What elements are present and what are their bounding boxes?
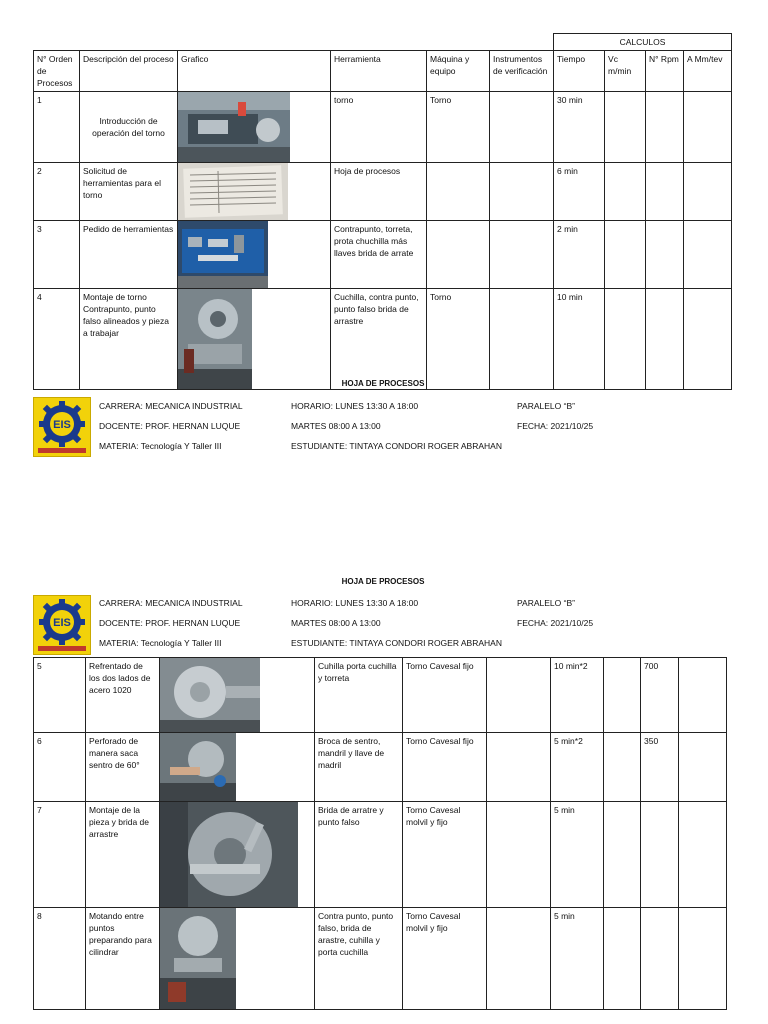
- institution-logo: [33, 397, 91, 457]
- paralelo-label: PARALELO “B”: [517, 598, 575, 608]
- cell-vc: [604, 908, 641, 1010]
- materia-label: MATERIA: Tecnología Y Taller III: [99, 638, 222, 648]
- martes-label: MARTES 08:00 A 13:00: [291, 421, 381, 431]
- gear-logo-icon: [34, 596, 90, 654]
- cell-maquina: Torno Cavesal fijo: [403, 733, 487, 802]
- table-row: [34, 908, 727, 1010]
- fecha-label: FECHA: 2021/10/25: [517, 618, 594, 628]
- col-header-grafico: Grafico: [178, 51, 331, 92]
- cell-vc: [604, 733, 641, 802]
- cell-descripcion: Montaje de torno Contrapunto, punto falso alineados y pieza a trabajar: [80, 289, 178, 390]
- cell-rpm: [646, 221, 684, 289]
- cell-grafico: [160, 908, 315, 1010]
- table-row: [34, 163, 732, 221]
- drilling-photo: [160, 733, 236, 801]
- cell-rpm: [646, 289, 684, 390]
- cell-descripcion: Perforado de manera saca sentro de 60°: [86, 733, 160, 802]
- cell-descripcion: Refrentado de los dos lados de acero 1020: [86, 658, 160, 733]
- cell-descripcion: Montaje de la pieza y brida de arrastre: [86, 802, 160, 908]
- institution-logo: [33, 595, 91, 655]
- docente-label: DOCENTE: PROF. HERNAN LUQUE: [99, 618, 241, 628]
- cell-a: [679, 658, 727, 733]
- cell-descripcion: Pedido de herramientas: [80, 221, 178, 289]
- gear-logo-icon: [34, 398, 90, 456]
- lathe-machine-photo: [178, 92, 290, 162]
- docente-label: DOCENTE: PROF. HERNAN LUQUE: [99, 421, 241, 431]
- cell-tiempo: 2 min: [554, 221, 605, 289]
- cell-rpm: [641, 908, 679, 1010]
- col-header-herramienta: Herramienta: [331, 51, 427, 92]
- cell-grafico: [178, 289, 331, 390]
- cell-maquina: Torno Cavesal fijo: [403, 658, 487, 733]
- cell-orden: 3: [34, 221, 80, 289]
- table-row: [34, 289, 732, 390]
- cell-descripcion: Motando entre puntos preparando para cilindrar: [86, 908, 160, 1010]
- cell-herramienta: Contra punto, punto falso, brida de arastre, cuhilla y porta cuchilla: [315, 908, 403, 1010]
- cell-tiempo: 10 min: [554, 289, 605, 390]
- cell-instrumentos: [490, 289, 554, 390]
- paralelo-label: PARALELO “B”: [517, 401, 575, 411]
- cell-descripcion: Introducción de operación del torno: [80, 92, 178, 163]
- calculos-header: CALCULOS: [554, 34, 732, 51]
- cell-maquina: [427, 221, 490, 289]
- cell-vc: [604, 802, 641, 908]
- cell-herramienta: Cuchilla, contra punto, punto falso brida de arrastre: [331, 289, 427, 390]
- cell-maquina: Torno: [427, 289, 490, 390]
- cell-herramienta: torno: [331, 92, 427, 163]
- table-row: [34, 733, 727, 802]
- col-header-descripcion: Descripción del proceso: [80, 51, 178, 92]
- cell-descripcion: Solicitud de herramientas para el torno: [80, 163, 178, 221]
- horario-label: HORARIO: LUNES 13:30 A 18:00: [291, 401, 419, 411]
- cell-herramienta: Contrapunto, torreta, prota chuchilla más llaves brida de arrate: [331, 221, 427, 289]
- cell-herramienta: Cuhilla porta cuchilla y torreta: [315, 658, 403, 733]
- cell-orden: 5: [34, 658, 86, 733]
- horario-label: HORARIO: LUNES 13:30 A 18:00: [291, 598, 419, 608]
- process-table-1: [33, 33, 732, 390]
- cell-tiempo: 6 min: [554, 163, 605, 221]
- facing-operation-photo: [160, 658, 260, 732]
- cell-a: [684, 289, 732, 390]
- between-centers-photo: [160, 908, 236, 1009]
- cell-herramienta: Broca de sentro, mandril y llave de madril: [315, 733, 403, 802]
- cell-rpm: [646, 92, 684, 163]
- table-row: [34, 221, 732, 289]
- svg-text:EIS: EIS: [53, 617, 71, 629]
- sheet-title: HOJA DE PROCESOS: [341, 577, 425, 586]
- cell-a: [684, 92, 732, 163]
- martes-label: MARTES 08:00 A 13:00: [291, 618, 381, 628]
- svg-text:EIS: EIS: [53, 419, 71, 431]
- cell-vc: [605, 289, 646, 390]
- table-row: [34, 802, 727, 908]
- carrera-label: CARRERA: MECANICA INDUSTRIAL: [99, 401, 243, 411]
- cell-orden: 8: [34, 908, 86, 1010]
- cell-maquina: Torno Cavesal molvil y fijo: [403, 908, 487, 1010]
- process-sheet-photo: [178, 163, 288, 220]
- col-header-orden: N° Orden de Procesos: [34, 51, 80, 92]
- cell-a: [679, 733, 727, 802]
- cell-instrumentos: [490, 92, 554, 163]
- cell-tiempo: 5 min*2: [551, 733, 604, 802]
- cell-vc: [605, 221, 646, 289]
- cell-orden: 7: [34, 802, 86, 908]
- sheet-title: HOJA DE PROCESOS: [341, 379, 425, 388]
- col-header-maquina: Máquina y equipo: [427, 51, 490, 92]
- cell-vc: [604, 658, 641, 733]
- cell-rpm: [641, 802, 679, 908]
- cell-maquina: Torno: [427, 92, 490, 163]
- cell-orden: 4: [34, 289, 80, 390]
- col-header-tiempo: Tiempo: [554, 51, 605, 92]
- cell-a: [679, 802, 727, 908]
- cell-herramienta: Hoja de procesos: [331, 163, 427, 221]
- cell-tiempo: 30 min: [554, 92, 605, 163]
- cell-herramienta: Brida de arratre y punto falso: [315, 802, 403, 908]
- cell-orden: 1: [34, 92, 80, 163]
- fecha-label: FECHA: 2021/10/25: [517, 421, 594, 431]
- table-row: [34, 92, 732, 163]
- estudiante-label: ESTUDIANTE: TINTAYA CONDORI ROGER ABRAHAN: [291, 638, 502, 648]
- cell-grafico: [178, 221, 331, 289]
- cell-instrumentos: [490, 163, 554, 221]
- cell-instrumentos: [487, 802, 551, 908]
- cell-maquina: [427, 163, 490, 221]
- cell-maquina: Torno Cavesal molvil y fijo: [403, 802, 487, 908]
- process-table-2: [33, 657, 727, 1010]
- cell-instrumentos: [487, 733, 551, 802]
- cell-rpm: 700: [641, 658, 679, 733]
- cell-instrumentos: [490, 221, 554, 289]
- cell-vc: [605, 163, 646, 221]
- chuck-mounting-photo: [160, 802, 298, 907]
- cell-tiempo: 5 min: [551, 908, 604, 1010]
- cell-a: [679, 908, 727, 1010]
- materia-label: MATERIA: Tecnología Y Taller III: [99, 441, 222, 451]
- cell-tiempo: 10 min*2: [551, 658, 604, 733]
- cell-rpm: 350: [641, 733, 679, 802]
- cell-grafico: [160, 733, 315, 802]
- cell-grafico: [178, 163, 331, 221]
- cell-orden: 6: [34, 733, 86, 802]
- cell-tiempo: 5 min: [551, 802, 604, 908]
- col-header-instrumentos: Instrumentos de verificación: [490, 51, 554, 92]
- cell-a: [684, 221, 732, 289]
- col-header-vc: Vc m/min: [605, 51, 646, 92]
- cell-vc: [605, 92, 646, 163]
- cell-a: [684, 163, 732, 221]
- estudiante-label: ESTUDIANTE: TINTAYA CONDORI ROGER ABRAHAN: [291, 441, 502, 451]
- tool-box-photo: [178, 221, 268, 288]
- table-row: [34, 658, 727, 733]
- col-header-rpm: N° Rpm: [646, 51, 684, 92]
- cell-grafico: [160, 802, 315, 908]
- cell-instrumentos: [487, 658, 551, 733]
- lathe-mounting-photo: [178, 289, 252, 389]
- col-header-a: A Mm/tev: [684, 51, 732, 92]
- cell-rpm: [646, 163, 684, 221]
- cell-orden: 2: [34, 163, 80, 221]
- header-row: [34, 51, 732, 92]
- cell-instrumentos: [487, 908, 551, 1010]
- cell-grafico: [178, 92, 331, 163]
- carrera-label: CARRERA: MECANICA INDUSTRIAL: [99, 598, 243, 608]
- cell-grafico: [160, 658, 315, 733]
